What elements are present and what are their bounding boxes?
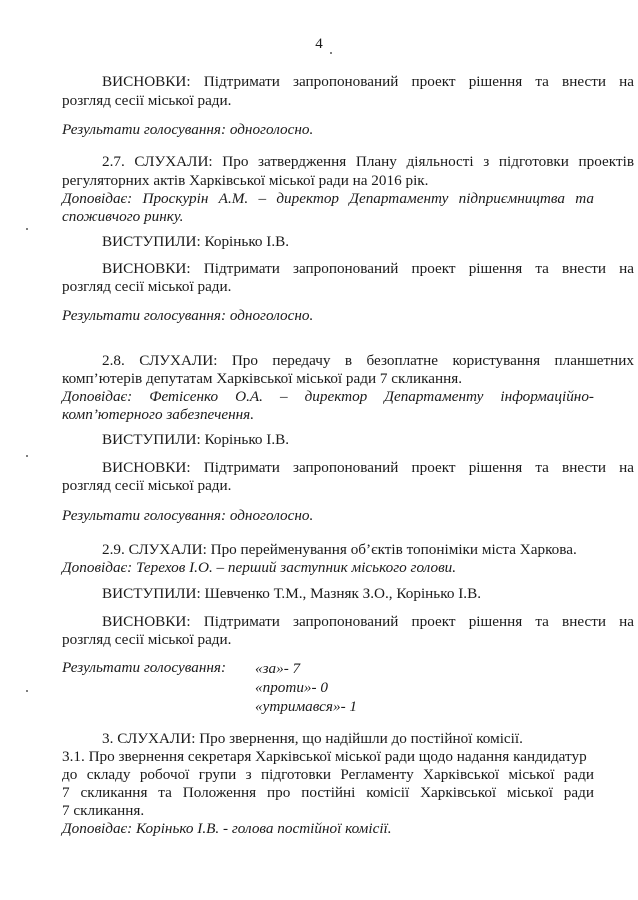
item-2-8-heard-continuation: комп’ютерів депутатам Харківської міської ради 7 скликання. xyxy=(62,370,463,387)
item-3-1-line-3: 7 скликання та Положення про постійні комісії Харківської міської ради xyxy=(62,784,594,801)
item-2-7-speaker-continuation: споживчого ринку. xyxy=(62,208,184,225)
item-2-8-speaker: Доповідає: Фетісенко О.А. – директор Департаменту інформаційно- xyxy=(62,388,594,405)
item-2-8-conclusions-continuation: розгляд сесії міської ради. xyxy=(62,477,232,494)
voting-result: Результати голосування: одноголосно. xyxy=(62,121,314,138)
item-2-7-speaker: Доповідає: Проскурін А.М. – директор Департаменту підприємництва та xyxy=(62,190,594,207)
item-2-7-heard-continuation: регуляторних актів Харківської міської ради на 2016 рік. xyxy=(62,172,429,189)
item-3-1-line-4: 7 скликання. xyxy=(62,802,145,819)
vote-against: «проти»- 0 xyxy=(255,679,328,696)
item-2-7-voting-result: Результати голосування: одноголосно. xyxy=(62,307,314,324)
vote-for: «за»- 7 xyxy=(255,660,301,677)
item-2-9-heard: 2.9. СЛУХАЛИ: Про перейменування об’єктів топоніміки міста Харкова. xyxy=(102,541,577,558)
page-number: 4 xyxy=(315,36,323,52)
item-2-8-voting-result: Результати голосування: одноголосно. xyxy=(62,507,314,524)
conclusions-line: ВИСНОВКИ: Підтримати запропонований проект рішення та внести на xyxy=(102,73,634,90)
item-2-9-conclusions-continuation: розгляд сесії міської ради. xyxy=(62,631,232,648)
item-2-7-conclusions-continuation: розгляд сесії міської ради. xyxy=(62,278,232,295)
item-2-8-conclusions: ВИСНОВКИ: Підтримати запропонований проект рішення та внести на xyxy=(102,459,634,476)
item-2-7-heard: 2.7. СЛУХАЛИ: Про затвердження Плану діяльності з підготовки проектів xyxy=(102,153,634,170)
scan-speck xyxy=(26,690,28,692)
item-2-9-conclusions: ВИСНОВКИ: Підтримати запропонований проект рішення та внести на xyxy=(102,613,634,630)
item-3-1-line-2: до складу робочої групи з підготовки Регламенту Харківської міської ради xyxy=(62,766,594,783)
item-2-9-voting-label: Результати голосування: xyxy=(62,659,227,676)
item-2-8-heard: 2.8. СЛУХАЛИ: Про передачу в безоплатне користування планшетних xyxy=(102,352,634,369)
item-2-7-spoke: ВИСТУПИЛИ: Корінько І.В. xyxy=(102,233,290,250)
item-2-9-speaker: Доповідає: Терехов І.О. – перший заступник міського голови. xyxy=(62,559,457,576)
item-3-1-speaker: Доповідає: Корінько І.В. - голова постійної комісії. xyxy=(62,820,392,837)
item-3-heard: 3. СЛУХАЛИ: Про звернення, що надійшли до постійної комісії. xyxy=(102,730,523,747)
item-2-7-conclusions: ВИСНОВКИ: Підтримати запропонований проект рішення та внести на xyxy=(102,260,634,277)
item-2-9-spoke: ВИСТУПИЛИ: Шевченко Т.М., Мазняк З.О., Корінько І.В. xyxy=(102,585,481,602)
item-3-1-line-1: 3.1. Про звернення секретаря Харківської міської ради щодо надання кандидатур xyxy=(62,748,587,765)
vote-abstained: «утримався»- 1 xyxy=(255,698,358,715)
scan-speck xyxy=(26,455,28,457)
scan-speck xyxy=(26,228,28,230)
item-2-8-speaker-continuation: комп’ютерного забезпечення. xyxy=(62,406,255,423)
scan-speck xyxy=(330,52,332,54)
item-2-8-spoke: ВИСТУПИЛИ: Корінько І.В. xyxy=(102,431,290,448)
conclusions-continuation: розгляд сесії міської ради. xyxy=(62,92,232,109)
